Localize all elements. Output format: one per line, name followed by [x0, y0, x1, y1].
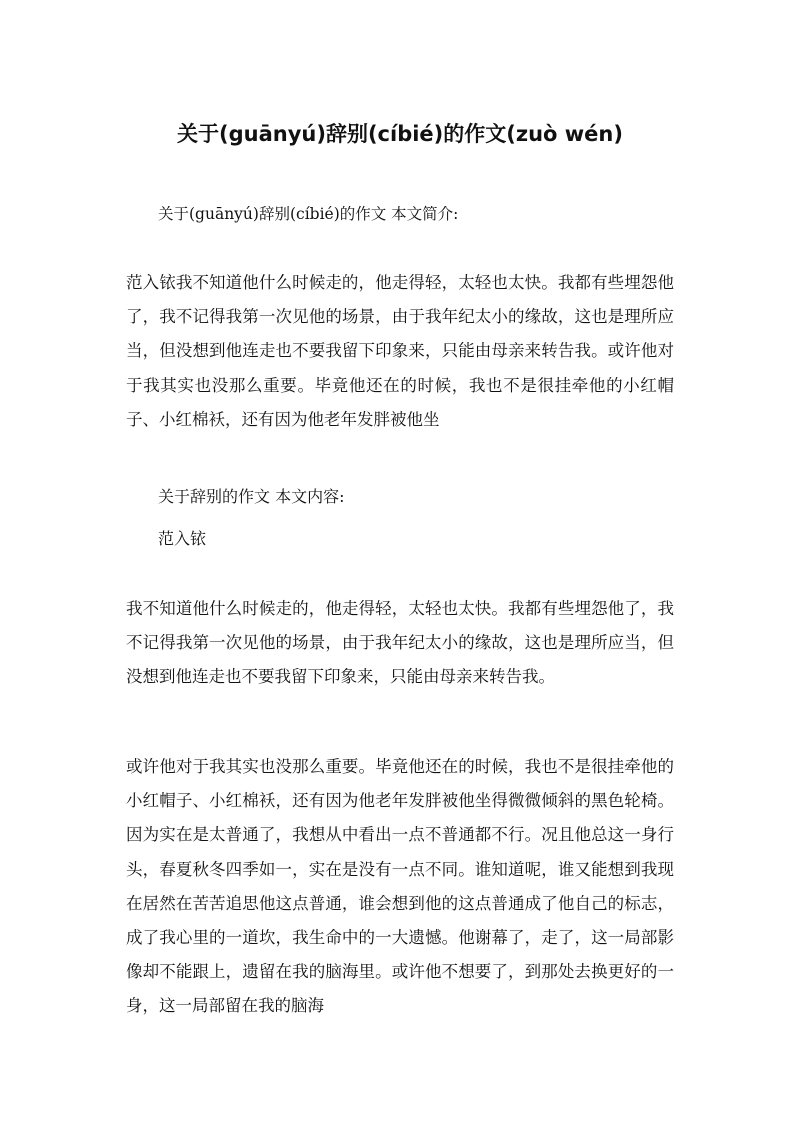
- document-title: 关于(guānyú)辞别(cíbié)的作文(zuò wén): [177, 122, 623, 146]
- author-name: 范入铱: [158, 529, 207, 548]
- summary-paragraph: 范入铱我不知道他什么时候走的，他走得轻，太轻也太快。我都有些埋怨他了，我不记得我第一次见他的场景，由于我年纪太小的缘故，这也是理所应当，但没想到他连走也不要我留下印象来，只能由母亲来转告我。或许他对于我其实也没那么重要。毕竟他还在的时候，我也不是很挂牵他的小红帽子、小红棉袄，还有因为他老年发胖被他坐: [126, 273, 674, 429]
- body-paragraph-1: 我不知道他什么时候走的，他走得轻，太轻也太快。我都有些埋怨他了，我不记得我第一次见他的场景，由于我年纪太小的缘故，这也是理所应当，但没想到他连走也不要我留下印象来，只能由母亲来转告我。: [126, 599, 674, 687]
- body-paragraph-2: 或许他对于我其实也没那么重要。毕竟他还在的时候，我也不是很挂牵他的小红帽子、小红棉袄，还有因为他老年发胖被他坐得微微倾斜的黑色轮椅。因为实在是太普通了，我想从中看出一点不普通都不行。况且他总这一身行头，春夏秋冬四季如一，实在是没有一点不同。谁知道呢，谁又能想到我现在居然在苦苦追思他这点普通，谁会想到他的这点普通成了他自己的标志，成了我心里的一道坎，我生命中的一大遗憾。他谢幕了，走了，这一局部影像却不能跟上，遗留在我的脑海里。或许他不想要了，到那处去换更好的一身，这一局部留在我的脑海: [126, 757, 674, 1016]
- content-label: 关于辞别的作文 本文内容:: [158, 487, 345, 506]
- intro-label: 关于(guānyú)辞别(cíbié)的作文 本文简介:: [158, 205, 459, 223]
